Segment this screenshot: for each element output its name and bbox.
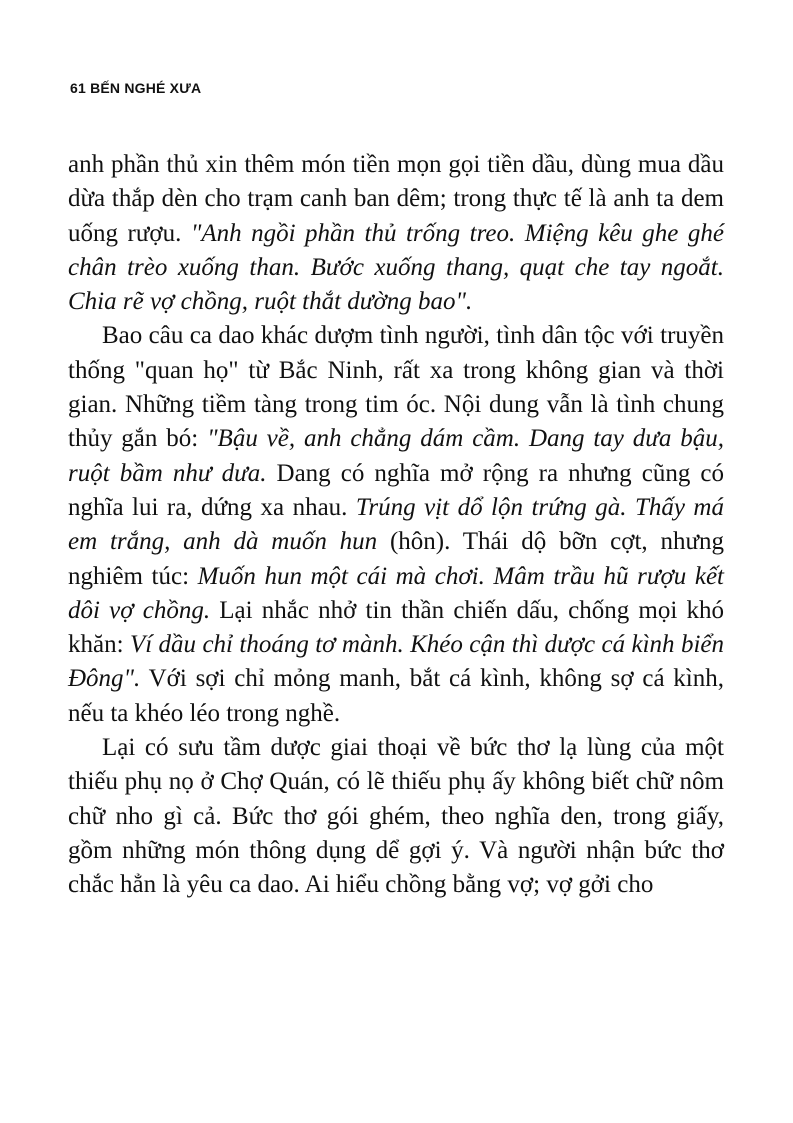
italic-quote: Muốn hun một cái mà chơi. Mâm trầu hũ rượu kết dôi vợ chồng.	[68, 562, 724, 624]
italic-quote: "Bậu về, anh chẳng dám cầm. Dang tay dưa bậu, ruột bầm như dưa.	[68, 425, 724, 487]
paragraph-2	[68, 319, 724, 731]
paragraph-3	[68, 731, 724, 902]
italic-quote: Trúng vịt dổ lộn trứng gà. Thấy má em trắng, anh dà muốn hun	[68, 493, 724, 556]
text-segment: Lại nhắc nhở tin thần chiến dấu, chống mọi khó khăn:	[68, 596, 724, 659]
page-header	[70, 80, 201, 96]
body-text	[68, 148, 724, 903]
text-segment: Với sợi chỉ mỏng manh, bắt cá kình, không sợ cá kình, nếu ta khéo léo trong nghề.	[68, 665, 724, 727]
paragraph-1	[68, 148, 724, 319]
italic-quote: "Anh ngồi phần thủ trống treo. Miệng kêu ghe ghé chân trèo xuống than. Bước xuống thang, quạt che tay ngoắt. Chia rẽ vợ chồng, ruột thắt dường bao".	[68, 219, 724, 316]
page-number: 61	[70, 80, 86, 96]
text-segment: anh phần thủ xin thêm món tiền mọn gọi tiền dầu, dùng mua dầu dừa thắp dèn cho trạm canh ban dêm; trong thực tế là anh ta dem uống rượu.	[68, 151, 724, 247]
text-segment: Bao câu ca dao khác dượm tình người, tình dân tộc với truyền thống "quan họ" từ Bắc Ninh, rất xa trong không gian và thời gian. Những tiềm tàng trong tim óc. Nội dung vẫn là tình chung thủy gắn bó:	[68, 322, 724, 453]
text-segment: Dang có nghĩa mở rộng ra nhưng cũng có nghĩa lui ra, dứng xa nhau.	[68, 459, 724, 521]
italic-quote: Ví dầu chỉ thoáng tơ mành. Khéo cận thì dược cá kình biển Đông".	[68, 631, 724, 693]
running-title: BẾN NGHÉ XƯA	[90, 80, 202, 96]
text-segment: (hôn). Thái dộ bỡn cợt, nhưng nghiêm túc:	[68, 528, 724, 590]
text-segment: Lại có sưu tầm dược giai thoại về bức thơ lạ lùng của một thiếu phụ nọ ở Chợ Quán, có lẽ thiếu phụ ấy không biết chữ nôm chữ nho gì cả. Bức thơ gói ghém, theo nghĩa den, trong giấy, gồm những món thông dụng dể gợi ý. Và người nhận bức thơ chắc hẳn là yêu ca dao. Ai hiểu chồng bằng vợ; vợ gởi cho	[68, 734, 724, 899]
